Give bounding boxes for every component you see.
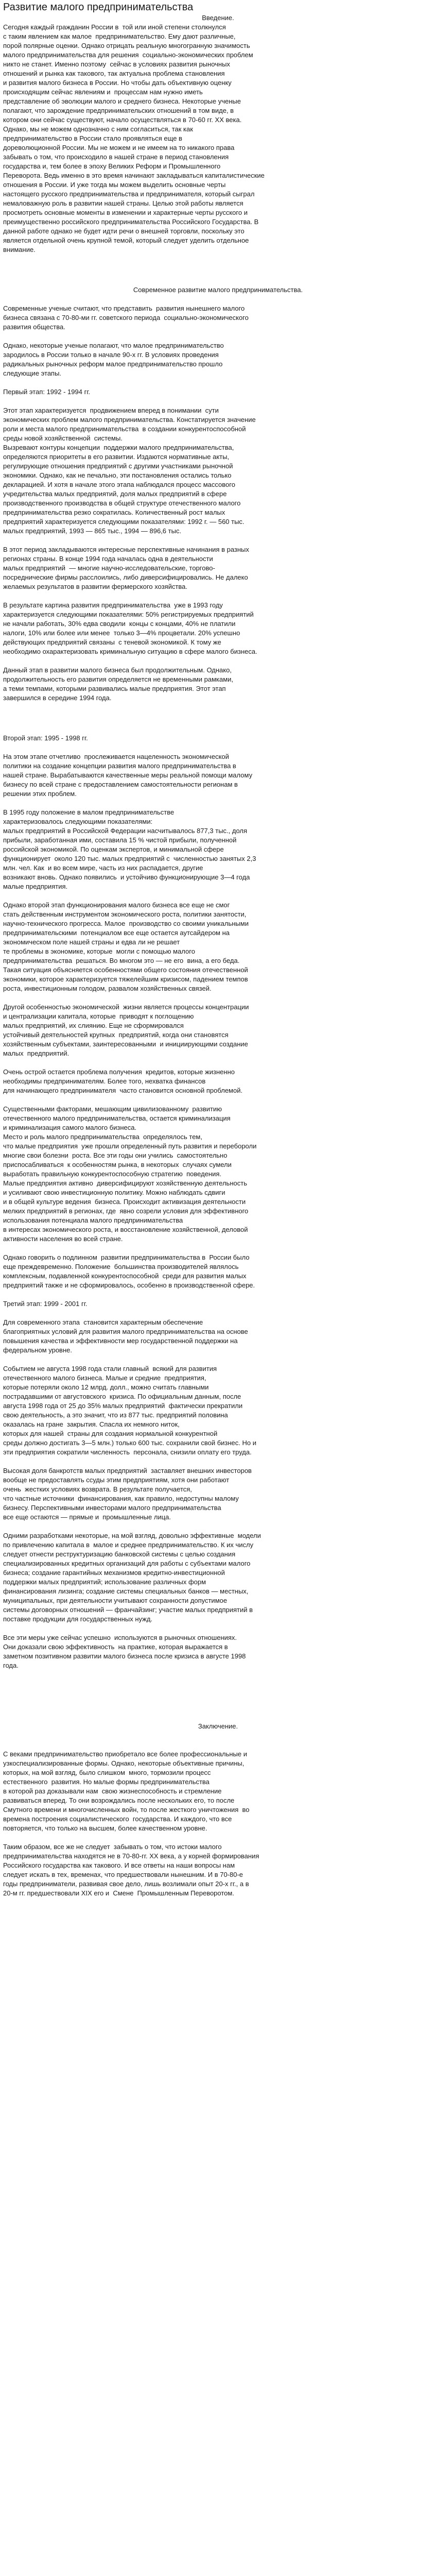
spacer — [3, 1522, 433, 1531]
paragraph: Таким образом, все же не следует забывать о том, что истоки малого предпринимательства находятся не в 70-80-гг. ХХ века, а у корней формирования Российского государства как такового. И все ответы на наши вопросы нам следует искать в тех, временах, что предшествовали нынешним. И в 70-80-е годы предприниматели, развивая свое дело, лишь возлимали опыт 20-х гг., а в 20-м гг. предшествовали ХIХ его и Смене Промышленным Переворотом. — [3, 1843, 259, 1897]
section-conclusion — [3, 1722, 433, 1898]
paragraph: Все эти меры уже сейчас успешно используются в рыночных отношениях. Они доказали свою эффективность на практике, которая выражается в заметном позитивном развитии малого бизнеса после кризиса в августе 1998 года. — [3, 1634, 246, 1669]
spacer — [3, 255, 433, 285]
section-heading: Современное развитие малого предпринимательства. — [133, 286, 303, 294]
spacer — [3, 703, 433, 734]
spacer — [3, 656, 433, 666]
spacer — [3, 1833, 433, 1842]
page-title: Развитие малого предпринимательства — [3, 2, 194, 13]
spacer — [3, 536, 433, 545]
spacer — [3, 1095, 433, 1105]
spacer — [3, 993, 433, 1003]
spacer — [3, 378, 433, 387]
paragraph: Однако, некоторые ученые полагают, что малое предпринимательство зародилось в России только в начале 90-х гг. В условиях проведения радикальных рыночных реформ малое предпринимательство прошло следующие этапы. — [3, 342, 224, 377]
spacer — [3, 1309, 433, 1318]
paragraph: Место и роль малого предпринимательства определялось тем, что малые предприятия уже прошли определенный путь развития и перебороли многие свои болезни роста. Все эти годы они учились самостоятельно приспосабливаться к особенностям рынка, в некоторых случаях сумели выработать правильную конкурентоспособную стратегию поведения. Малые предприятия активно диверсифицируют хозяйственную деятельность и усиливают свою инвестиционную политику. Можно наблюдать сдвиги и в общей культуре ведения бизнеса. Происходит активизация деятельности мелких предприятий в регионах, где явно созрели условия для эффективного использования потенциала малого предпринимательства в интересах экономического роста, и восстановление хозяйственной, деловой активности населения во всей стране. — [3, 1133, 257, 1243]
stage-heading: Первый этап: 1992 - 1994 гг. — [3, 388, 91, 396]
paragraph: Событием не августа 1998 года стали главный всякий для развития отечественного малого бизнеса. Малые и средние предприятия, которые потеряли около 12 млрд. долл., можно считать главными пострадавшими от августовского кризиса. По официальным данным, после августа 1998 года от 25 до 35% малых предприятий фактически прекратили свою деятельность, а это значит, что из 877 тыс. предприятий половина оказалась на гране закрытия. Спасла их немного ниток, которых для нашей страны для создания нормальной конкурентной среды должно достигать 3—5 млн.) только 600 тыс. сохранили свой бизнес. Но и эти предприятия сократили численность персонала, снизили оплату его труда. — [3, 1365, 257, 1456]
paragraph: Для современного этапа становится характерным обеспечение благоприятных условий для развития малого предпринимательства на основе повышения качества и эффективности мер государственной поддержки на федеральном уровне. — [3, 1318, 248, 1354]
spacer — [3, 799, 433, 808]
spacer — [3, 1740, 433, 1750]
section-heading: Заключение. — [198, 1722, 238, 1730]
spacer — [3, 591, 433, 601]
paragraph: Вызревают контуры концепции поддержки малого предпринимательства, определяются приоритеты в его развитии. Издаются нормативные акты, регулирующие отношения предприятий с другими участниками рыночной экономики. Однако, как не печально, эти постановления остались только декларацией. И хотя в начале этого этапа наблюдался процесс массового учредительства малых предприятий, доля малых предприятий в сфере производственного производства в общей структуре отечественного малого предпринимательства резко сократилась. Количественный рост малых предприятий характеризуется следующими показателями: 1992 г. — 560 тыс. малых предприятий, 1993 — 865 тыс., 1994 — 896,6 тыс. — [3, 444, 245, 535]
paragraph: В 1995 году положение в малом предпринимательстве характеризовалось следующими показателями: малых предприятий в Российской Федерации насчитывалось 877,3 тыс., доля прибыли, заработанная ими, составила 15 % чистой прибыли, полученной российской экономикой. По оценкам экспертов, и минимальной сфере функционирует около 120 тыс. малых предприятий с численностью занятых 2,3 млн. чел. Как и во всем мире, часть из них распадается, другие возникают вновь. Однако появились и устойчиво функционирующие 3—4 года малые предприятия. — [3, 808, 256, 890]
section-introduction — [3, 13, 433, 255]
spacer — [3, 1355, 433, 1364]
paragraph: Этот этап характеризуется продвижением вперед в понимании сути экономических проблем малого предпринимательства. Констатируется значение роли и места малого предпринимательства в создании конкурентоспособной среды новой хозяйственной системы. — [3, 406, 256, 442]
paragraph: Данный этап в развитии малого бизнеса был продолжительным. Однако, продолжительность его развития определяется не временными рамками, а теми темпами, которыми развивались малые предприятия. Этот этап завершился в середине 1994 года. — [3, 666, 234, 702]
spacer — [3, 332, 433, 341]
paragraph: Другой особенностью экономической жизни является процессы концентрации и централизации капитала, которые приводят к поглощению малых предприятий, их слиянию. Еще не сформировался устойчивый деятельностей крупных предприятий, когда они становятся хозяйственным субъектами, заинтересованными и инициирующими создание малых предприятий. — [3, 1003, 249, 1057]
spacer — [3, 1244, 433, 1253]
spacer — [3, 1670, 433, 1722]
spacer — [3, 1731, 433, 1740]
paragraph: Существенными факторами, мешающим цивилизованному развитию отечественного малого предпринимательства, остается криминализация и криминализация самого малого бизнеса. — [3, 1105, 231, 1131]
paragraph: Высокая доля банкротств малых предприятий заставляет внешних инвесторов вообще не предоставлять ссуды этим предприятиям, хотя они работают очень жестких условиях возврата. В результате получается, что частные источники финансирования, как правило, недоступны малому бизнесу. Перспективными инвесторами малого предпринимательства все еще остаются — прямые и промышленные лица. — [3, 1467, 252, 1521]
spacer — [3, 1290, 433, 1299]
paragraph: Очень острой остается проблема получения кредитов, которые жизненно необходимы предпринимателям. Более того, нехватка финансов для начинающего предпринимателя часто становится основной проблемой. — [3, 1068, 243, 1094]
section-modern-development — [3, 285, 433, 703]
spacer — [3, 891, 433, 901]
spacer — [3, 397, 433, 406]
stage-heading: Третий этап: 1999 - 2001 гг. — [3, 1300, 88, 1308]
paragraph: На этом этапе отчетливо прослеживается нацеленность экономической политики на создание концепции развития малого предпринимательства в нашей стране. Вырабатываются качественные меры реальной помощи малому бизнесу по всей стране с предоставлением самостоятельности регионам в решении этих проблем. — [3, 753, 253, 798]
spacer — [3, 1624, 433, 1633]
paragraph: В результате картина развития предпринимательства уже в 1993 году характеризуется следующими показателями: 50% регистрируемых предприятий не начали работать, 30% едва сводили концы с концами, 40% не платили налоги, 10% или более или менее только 3—4% процветали. 20% успешно действующих предприятий связаны с теневой экономикой. К тому же необходимо охарактеризовать криминальную ситуацию в сфере малого бизнеса. — [3, 601, 257, 655]
spacer — [3, 295, 433, 304]
paragraph: Однако второй этап функционирования малого бизнеса все еще не смог стать действенным инструментом экономического роста, политики занятости, научно-технического прогресса. Малое производство со своими уникальными предпринимательскими потенциалом все еще остается аутсайдером на экономическом поле нашей страны и едва ли не решает те проблемы в экономике, которые могли с помощью малого предпринимательства решаться. Во многом это — не его вина, а его беда. Такая ситуация объясняется особенностями общего состояния отечественной экономики, которое характеризуется тяжелейшим кризисом, падением темпов роста, инвестиционным голодом, развалом хозяйственных связей. — [3, 901, 249, 992]
paragraph: Современные ученые считают, что представить развития нынешнего малого бизнеса связана с 70-80-ми гг. советского периода социально-экономического развития общества. — [3, 304, 249, 331]
spacer — [3, 743, 433, 752]
paragraph: В этот период закладываются интересные перспективные начинания в разных регионах страны. В конце 1994 года началась одна в деятельности малых предприятий — многие научно-исследовательские, торгово- посреднические фирмы расслоились, либо диверсифицировались. Не далеко желаемых результатов в развитии фермерского хозяйства. — [3, 546, 249, 590]
section-stages — [3, 734, 433, 1670]
paragraph: Сегодня каждый гражданин России в той или иной степени столкнулся с таким явлением как малое предпринимательство. Ему дают различные, порой полярные оценки. Однако отрицать реальную многогранную значимость малого предпринимательства для решения социально-экономических проблем никто не станет. Именно поэтому сейчас в условиях развития рыночных отношений и рынка как такового, так актуальна проблема становления и развития малого бизнеса в России. Но чтобы дать объективную оценку происходящим сейчас явлениям и процессам нам нужно иметь представление об эволюции малого и среднего бизнеса. Некоторые ученые полагают, что зарождение предпринимательских отношений в том виде, в котором они сейчас существуют, начало осуществляться в 70-60 гг. ХХ века. Однако, мы не можем однозначно с ним согласиться, так как предпринимательство в России стало проявляться еще в дореволюционной России. Мы не можем и не имеем на то никакого права забывать о том, что происходило в нашей стране в период становления государства и, тем более в эпоху Великих Реформ и Промышленного Переворота. Ведь именно в это время начинают закладываться капиталистические отношения в России. И уже тогда мы можем выделить основные черты настоящего русского предпринимательства и предпринимателя, который сыграл немаловажную роль в развитии нашей страны. Целью этой работы является просмотреть основные моменты в изменении и характерные черты русского и преимущественно российского предпринимательства Российского Государства. В данной работе однако не будет идти речи о внешней торговли, поскольку это является отдельной очень крупной темой, который следует уделить отдельное внимание. — [3, 23, 265, 253]
paragraph: Однако говорить о подлинном развитии предпринимательства в России было еще преждевременно. Положение большинства производителей являлось комплексным, подавленной конкурентоспособной среди для развития малых предприятий также и не сформировалось, особенно в производственной сфере. — [3, 1253, 255, 1289]
paragraph: С веками предпринимательство приобретало все более профессиональные и узкоспециализированные формы. Однако, некоторые объективные причины, которых, на мой взгляд, было слишком много, тормозили процесс естественного развития. Но малые формы предпринимательства в которой раз доказывали нам свою жизнеспособность и стремление развиваться вперед. То они возрождались после нескольких его, то после Смутного времени и многочисленных войн, то после жесткого уничтожения во времена построения социалистического государства. И каждого, что все повторяется, что только на высшем, более качественном уровне. — [3, 1750, 250, 1832]
stage-heading: Второй этап: 1995 - 1998 гг. — [3, 734, 88, 742]
spacer — [3, 1457, 433, 1466]
spacer — [3, 1058, 433, 1067]
paragraph: Одними разработками некоторые, на мой взгляд, довольно эффективные модели по привлечению капитала в малое и среднее предпринимательство. К их числу следует отнести реструктуризацию банковской системы с целью создания специализированных кредитных организаций для работы с субъектами малого бизнеса; создание гарантийных механизмов кредитно-инвестиционной поддержки малых предприятий; использование различных форм финансирования лизинга; создание системы специальных банков — местных, муниципальных, при деятельности учитывают сохранности допустимое системы договорных отношений — франчайзинг; участие малых предприятий в поставке продукции для государственных нужд. — [3, 1532, 261, 1623]
section-heading: Введение. — [202, 14, 234, 22]
